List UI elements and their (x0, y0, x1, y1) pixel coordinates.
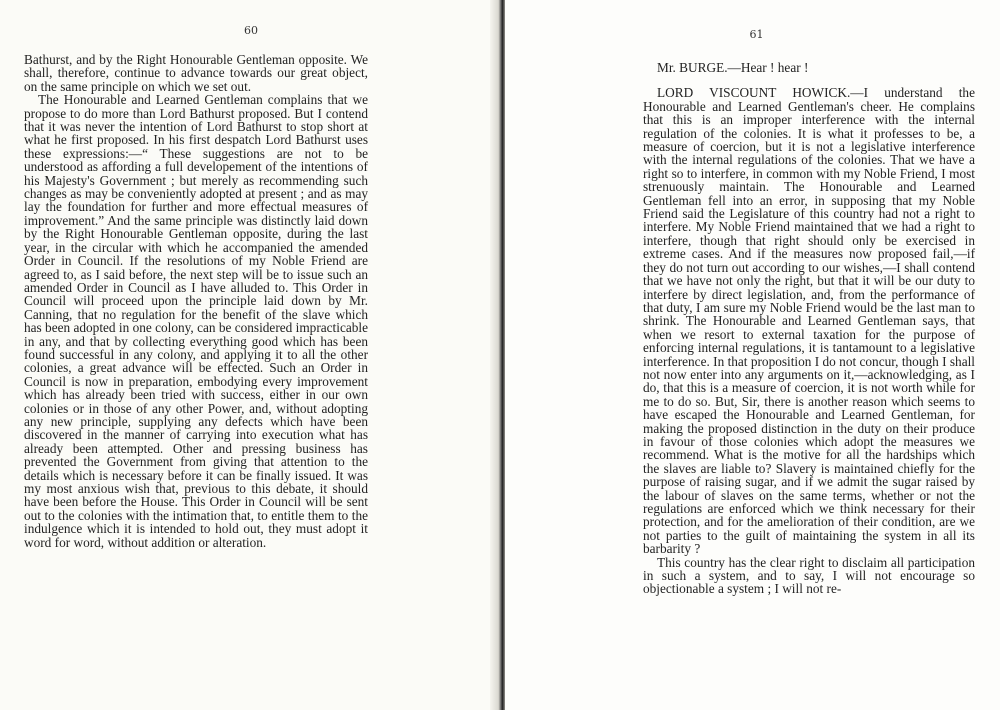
left-paragraph-2: The Honourable and Learned Gentleman complains that we propose to do more than Lord Bathurst proposed. But I contend that it was never the intention of Lord Bathurst to stop short at what he first proposed. In his first despatch Lord Bathurst uses these expressions:—“ These suggestions are not to be understood as affording a full developement of the intentions of his Majesty's Government ; but merely as recommending such changes as may be conveniently adopted at present ; and as may lay the foundation for further and more effectual measures of improvement.” And the same principle was distinctly laid down by the Right Honourable Gentleman opposite, during the last year, in the circular with which he accompanied the amended Order in Council. If the resolutions of my Noble Friend are agreed to, as I said before, the next step will be to issue such an amended Order in Council as I have alluded to. This Order in Council will proceed upon the principle laid down by Mr. Canning, that no regulation for the benefit of the slave which has been adopted in one colony, can be considered impracticable in any, and that by collecting everything good which has been found successful in any colony, and applying it to all the other colonies, a great advance will be effected. Such an Order in Council is now in preparation, embodying every improvement which has already been tried with success, either in our own colonies or in those of any other Power, and, without adopting any new principle, supplying any defects which have been discovered in the manner of carrying into execution what has already been attempted. Other and pressing business has prevented the Government from giving that attention to the details which is necessary before it can be finally issued. It was my most anxious wish that, previous to this debate, it should have been before the House. This Order in Council will be sent out to the colonies with the intimation that, to entitle them to the indulgence which it is intended to hold out, they must adopt it word for word, without addition or alteration. (24, 92, 368, 550)
right-page-number: 61 (749, 28, 764, 41)
left-page-body (24, 53, 368, 549)
speaker-name: LORD VISCOUNT HOWICK. (657, 85, 851, 101)
left-page-number: 60 (244, 24, 258, 37)
right-paragraph-2: This country has the clear right to disclaim all participation in such a system, and to say, I will not encourage so objectionable a system ; I will not re- (643, 554, 975, 597)
interjection-line: Mr. BURGE.—Hear ! hear ! (657, 60, 809, 75)
right-paragraph-1 (643, 86, 975, 555)
right-page (505, 0, 1000, 710)
speech-text: —I understand the Honourable and Learned Gentleman's cheer. He complains that this is an improper interference with the internal regulation of the colonies. It is what it professes to be, a measure of coercion, but it is not a legislative interference with the internal regulations of the colonies. That we have a right so to interfere, in common with my Noble Friend, I most strenuously maintain. The Honourable and Learned Gentleman fell into an error, in supposing that my Noble Friend said the Legislature of this country had not a right to interfere. My Noble Friend maintained that we had a right to interfere, though that right should only be exercised in extreme cases. And if the measures now proposed fail,—if they do not turn out according to our wishes,—I shall contend that we have not only the right, but that it will be our duty to interfere by direct legislation, and, from the performance of that duty, I am sure my Noble Friend would be the last man to shrink. The Honourable and Learned Gentleman says, that when we resort to external taxation for the purpose of enforcing internal regulations, it is tantamount to a legislative interference. In that proposition I do not concur, though I shall not now enter into any arguments on it,—acknowledging, as I do, that this is a measure of coercion, it is not worth while for me to do so. But, Sir, there is another reason which seems to have escaped the Honourable and Learned Gentleman, for making the proposed distinction in the duty on their produce in favour of those colonies which adopt the measures we recommend. What is the motive for all the hardships which the slaves are liable to? Slavery is maintained chiefly for the purpose of raising sugar, and if we admit the sugar raised by the labour of slaves on the same terms, whether or not the regulations are enforced which we think necessary for their protection, and for the amelioration of their condition, are we not parties to the guilt of maintaining the system in all its barbarity ? (643, 85, 975, 557)
left-paragraph-1: Bathurst, and by the Right Honourable Gentleman opposite. We shall, therefore, continue to advance towards our great object, on the same principle on which we set out. (24, 52, 368, 94)
right-page-body (643, 61, 975, 596)
